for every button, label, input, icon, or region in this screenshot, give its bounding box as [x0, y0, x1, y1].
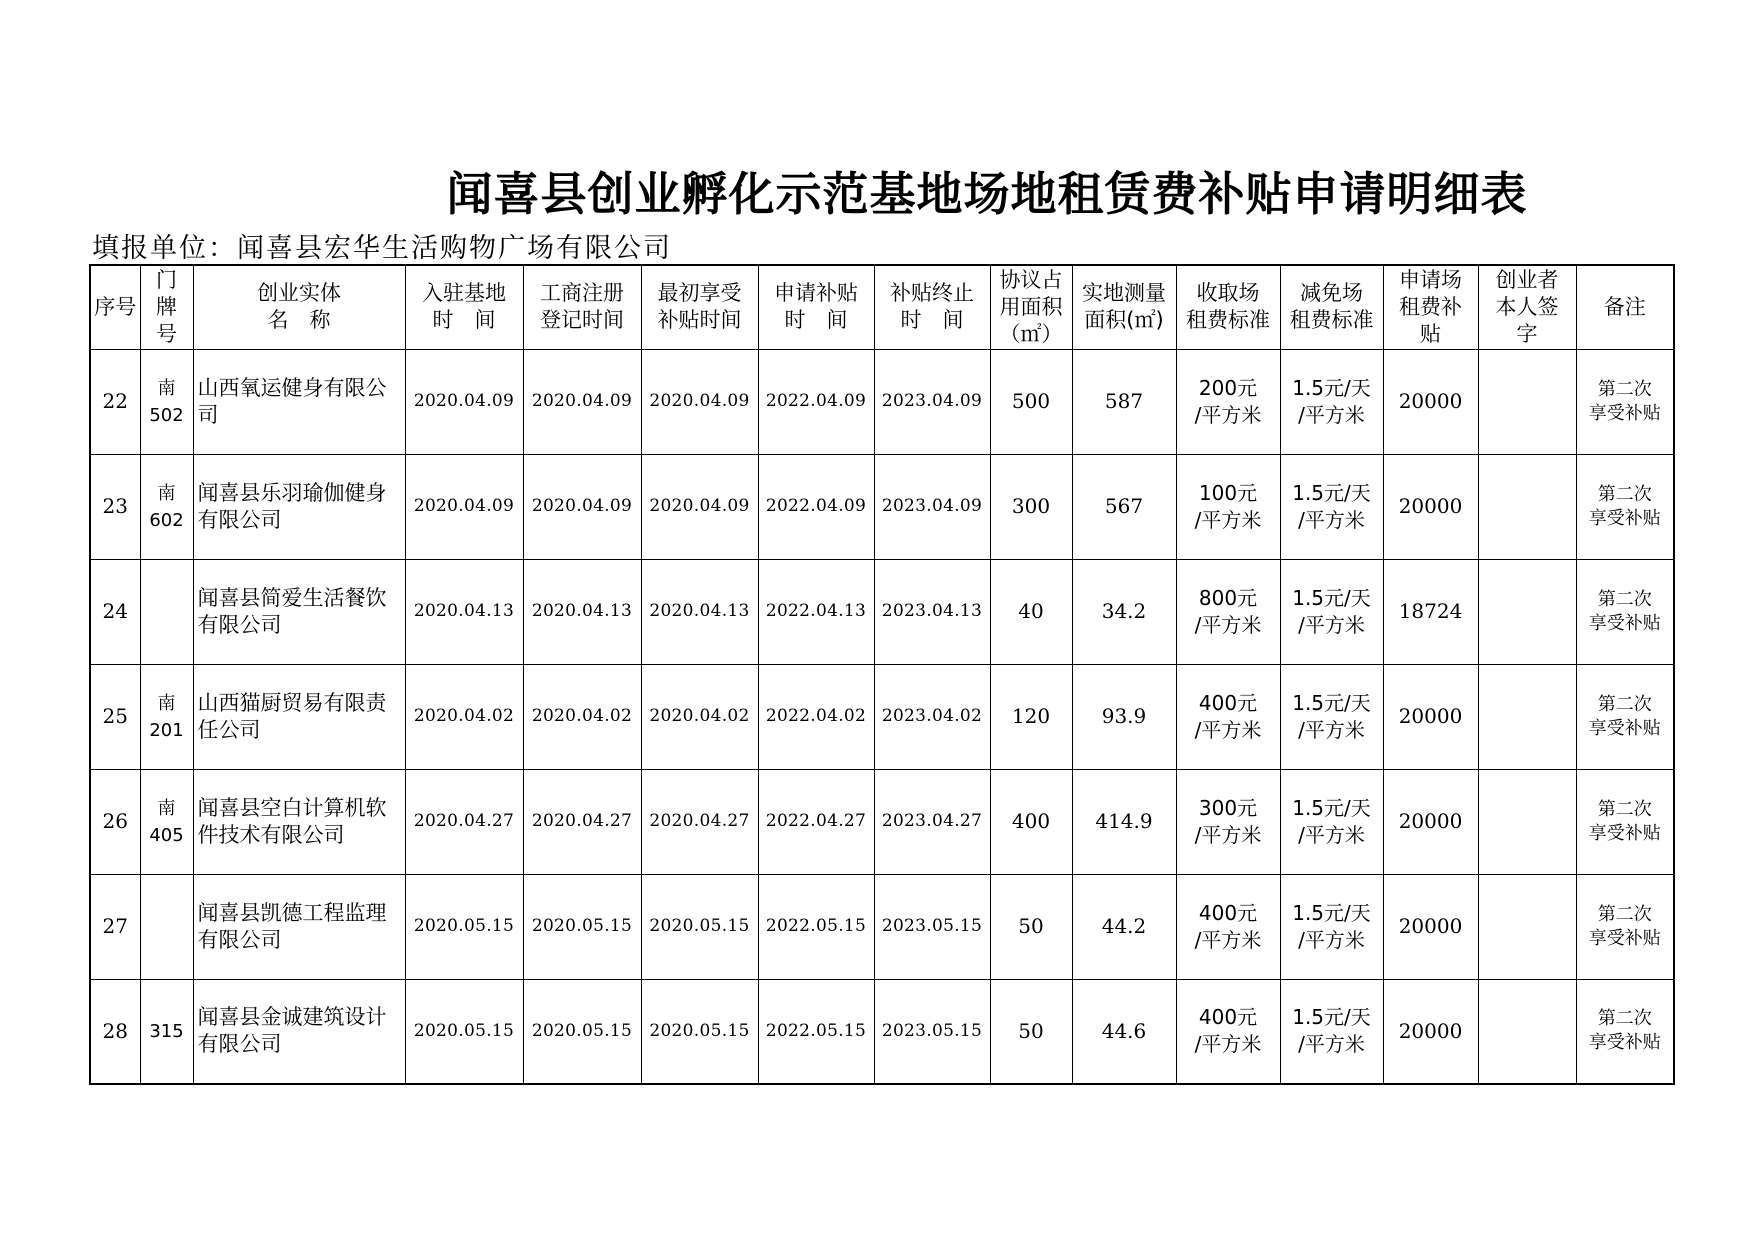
registration-time: 2020.05.15 [523, 874, 641, 979]
first-subsidy-time: 2020.04.09 [641, 454, 758, 559]
remarks: 第二次 享受补贴 [1576, 769, 1674, 874]
first-subsidy-time: 2020.05.15 [641, 979, 758, 1084]
fee-standard: 200元 /平方米 [1176, 349, 1280, 454]
first-subsidy-time: 2020.04.13 [641, 559, 758, 664]
subsidy-amount: 20000 [1383, 979, 1478, 1084]
apply-time: 2022.04.09 [758, 349, 874, 454]
col-end-time-header: 补贴终止 时 间 [874, 265, 990, 349]
col-entity-name-header: 创业实体 名 称 [193, 265, 405, 349]
subsidy-amount: 20000 [1383, 769, 1478, 874]
end-time: 2023.05.15 [874, 874, 990, 979]
remarks: 第二次 享受补贴 [1576, 979, 1674, 1084]
table-row [90, 454, 1674, 559]
table-body [90, 349, 1674, 1084]
table-row [90, 979, 1674, 1084]
measured-area: 34.2 [1072, 559, 1176, 664]
signature-cell[interactable] [1478, 559, 1576, 664]
agreed-area: 500 [990, 349, 1072, 454]
registration-time: 2020.04.13 [523, 559, 641, 664]
signature-cell[interactable] [1478, 769, 1576, 874]
entity-name: 闻喜县金诚建筑设计有限公司 [193, 979, 405, 1084]
row-number: 26 [90, 769, 140, 874]
remarks: 第二次 享受补贴 [1576, 559, 1674, 664]
row-number: 27 [90, 874, 140, 979]
col-signature-header: 创业者 本人签 字 [1478, 265, 1576, 349]
enter-time: 2020.05.15 [405, 874, 523, 979]
signature-cell[interactable] [1478, 349, 1576, 454]
col-subsidy-amount-header: 申请场 租费补 贴 [1383, 265, 1478, 349]
page-title: 闻喜县创业孵化示范基地场地租赁费补贴申请明细表 [446, 167, 1528, 221]
end-time: 2023.04.09 [874, 454, 990, 559]
enter-time: 2020.04.27 [405, 769, 523, 874]
first-subsidy-time: 2020.04.02 [641, 664, 758, 769]
row-number: 25 [90, 664, 140, 769]
first-subsidy-time: 2020.04.27 [641, 769, 758, 874]
signature-cell[interactable] [1478, 979, 1576, 1084]
fee-standard: 400元 /平方米 [1176, 664, 1280, 769]
measured-area: 93.9 [1072, 664, 1176, 769]
apply-time: 2022.04.02 [758, 664, 874, 769]
relief-standard: 1.5元/天 /平方米 [1280, 664, 1383, 769]
entity-name: 闻喜县乐羽瑜伽健身有限公司 [193, 454, 405, 559]
subsidy-amount: 20000 [1383, 454, 1478, 559]
row-number: 28 [90, 979, 140, 1084]
end-time: 2023.05.15 [874, 979, 990, 1084]
col-no-header: 序号 [90, 265, 140, 349]
agreed-area: 40 [990, 559, 1072, 664]
enter-time: 2020.05.15 [405, 979, 523, 1084]
col-remarks-header: 备注 [1576, 265, 1674, 349]
col-agreed-area-header: 协议占 用面积 （㎡） [990, 265, 1072, 349]
entity-name: 闻喜县简爱生活餐饮有限公司 [193, 559, 405, 664]
enter-time: 2020.04.09 [405, 349, 523, 454]
col-fee-standard-header: 收取场 租费标准 [1176, 265, 1280, 349]
door-number [140, 874, 193, 979]
agreed-area: 300 [990, 454, 1072, 559]
door-number: 南502 [140, 349, 193, 454]
table-row [90, 769, 1674, 874]
subsidy-amount: 18724 [1383, 559, 1478, 664]
remarks: 第二次 享受补贴 [1576, 664, 1674, 769]
col-reg-time-header: 工商注册 登记时间 [523, 265, 641, 349]
enter-time: 2020.04.13 [405, 559, 523, 664]
table-row [90, 664, 1674, 769]
signature-cell[interactable] [1478, 454, 1576, 559]
agreed-area: 50 [990, 874, 1072, 979]
entity-name: 闻喜县凯德工程监理有限公司 [193, 874, 405, 979]
col-first-subsidy-time-header: 最初享受 补贴时间 [641, 265, 758, 349]
table-row [90, 874, 1674, 979]
relief-standard: 1.5元/天 /平方米 [1280, 979, 1383, 1084]
measured-area: 567 [1072, 454, 1176, 559]
registration-time: 2020.04.27 [523, 769, 641, 874]
agreed-area: 50 [990, 979, 1072, 1084]
remarks: 第二次 享受补贴 [1576, 454, 1674, 559]
registration-time: 2020.04.02 [523, 664, 641, 769]
measured-area: 414.9 [1072, 769, 1176, 874]
relief-standard: 1.5元/天 /平方米 [1280, 349, 1383, 454]
enter-time: 2020.04.09 [405, 454, 523, 559]
measured-area: 44.2 [1072, 874, 1176, 979]
apply-time: 2022.05.15 [758, 874, 874, 979]
entity-name: 闻喜县空白计算机软件技术有限公司 [193, 769, 405, 874]
signature-cell[interactable] [1478, 664, 1576, 769]
col-enter-time-header: 入驻基地 时 间 [405, 265, 523, 349]
entity-name: 山西氧运健身有限公司 [193, 349, 405, 454]
subsidy-amount: 20000 [1383, 664, 1478, 769]
end-time: 2023.04.09 [874, 349, 990, 454]
col-apply-time-header: 申请补贴 时 间 [758, 265, 874, 349]
door-number: 南602 [140, 454, 193, 559]
door-number: 南201 [140, 664, 193, 769]
fee-standard: 400元 /平方米 [1176, 874, 1280, 979]
relief-standard: 1.5元/天 /平方米 [1280, 769, 1383, 874]
relief-standard: 1.5元/天 /平方米 [1280, 454, 1383, 559]
registration-time: 2020.04.09 [523, 349, 641, 454]
table-row [90, 349, 1674, 454]
fee-standard: 100元 /平方米 [1176, 454, 1280, 559]
subsidy-amount: 20000 [1383, 349, 1478, 454]
agreed-area: 400 [990, 769, 1072, 874]
first-subsidy-time: 2020.04.09 [641, 349, 758, 454]
reporting-unit: 填报单位：闻喜县宏华生活购物广场有限公司 [92, 233, 672, 264]
col-door-header: 门 牌 号 [140, 265, 193, 349]
door-number: 315 [140, 979, 193, 1084]
row-number: 24 [90, 559, 140, 664]
row-number: 23 [90, 454, 140, 559]
fee-standard: 300元 /平方米 [1176, 769, 1280, 874]
enter-time: 2020.04.02 [405, 664, 523, 769]
col-relief-standard-header: 减免场 租费标准 [1280, 265, 1383, 349]
measured-area: 587 [1072, 349, 1176, 454]
col-measured-area-header: 实地测量 面积(㎡) [1072, 265, 1176, 349]
remarks: 第二次 享受补贴 [1576, 874, 1674, 979]
apply-time: 2022.05.15 [758, 979, 874, 1084]
subsidy-amount: 20000 [1383, 874, 1478, 979]
end-time: 2023.04.13 [874, 559, 990, 664]
apply-time: 2022.04.13 [758, 559, 874, 664]
remarks: 第二次 享受补贴 [1576, 349, 1674, 454]
table-row [90, 559, 1674, 664]
agreed-area: 120 [990, 664, 1072, 769]
signature-cell[interactable] [1478, 874, 1576, 979]
entity-name: 山西猫厨贸易有限责任公司 [193, 664, 405, 769]
door-number [140, 559, 193, 664]
header-row [90, 265, 1674, 349]
apply-time: 2022.04.27 [758, 769, 874, 874]
registration-time: 2020.04.09 [523, 454, 641, 559]
row-number: 22 [90, 349, 140, 454]
measured-area: 44.6 [1072, 979, 1176, 1084]
apply-time: 2022.04.09 [758, 454, 874, 559]
relief-standard: 1.5元/天 /平方米 [1280, 559, 1383, 664]
fee-standard: 400元 /平方米 [1176, 979, 1280, 1084]
end-time: 2023.04.02 [874, 664, 990, 769]
relief-standard: 1.5元/天 /平方米 [1280, 874, 1383, 979]
fee-standard: 800元 /平方米 [1176, 559, 1280, 664]
door-number: 南405 [140, 769, 193, 874]
first-subsidy-time: 2020.05.15 [641, 874, 758, 979]
end-time: 2023.04.27 [874, 769, 990, 874]
subsidy-table [89, 264, 1675, 1085]
registration-time: 2020.05.15 [523, 979, 641, 1084]
